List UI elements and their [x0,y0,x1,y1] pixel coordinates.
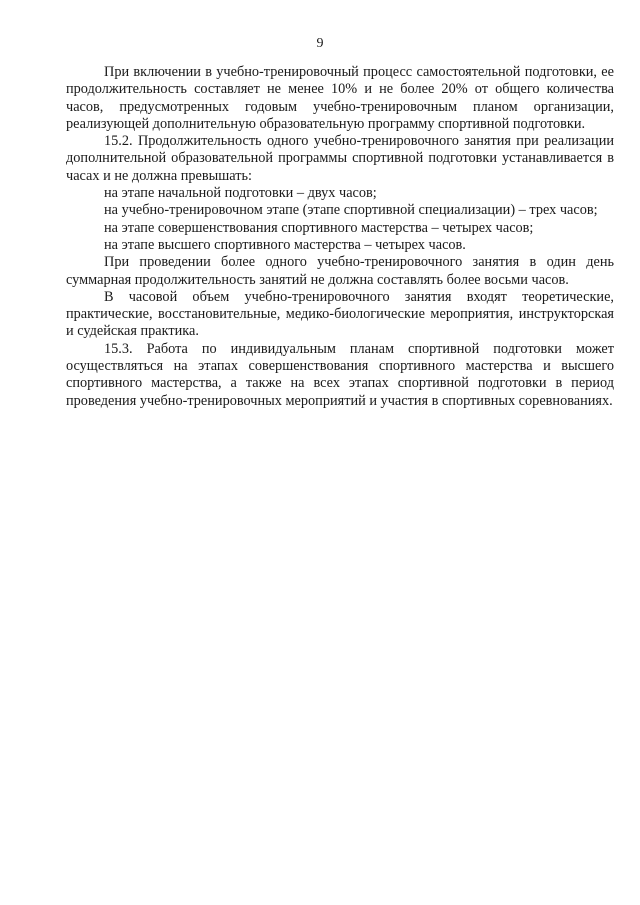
paragraph-15-3: 15.3. Работа по индивидуальным планам спортивной подготовки может осуществляться на этапах совершенствования спортивного мастерства и высшего спортивного мастерства, а также на всех этапах спортивной подготовки в период проведения учебно-тренировочных мероприятий и участия в спортивных соревнованиях. [66,340,614,409]
paragraph-15-2: 15.2. Продолжительность одного учебно-тренировочного занятия при реализации дополнительной образовательной программы спортивной подготовки устанавливается в часах и не должна превышать: [66,133,614,184]
list-item-initial-stage: на этапе начальной подготовки – двух часов; [104,185,377,202]
paragraph-multiple-sessions: При проведении более одного учебно-тренировочного занятия в один день суммарная продолжительность занятий не должна составлять более восьми часов. [66,254,614,288]
list-item-training-stage: на учебно-тренировочном этапе (этапе спортивной специализации) – трех часов; [104,202,598,219]
page-number: 9 [316,36,324,51]
paragraph-hours-content: В часовой объем учебно-тренировочного занятия входят теоретические, практические, восстановительные, медико-биологические мероприятия, инструкторская и судейская практика. [66,288,614,340]
list-item-highest-stage: на этапе высшего спортивного мастерства – четырех часов. [104,236,466,253]
list-item-improvement-stage: на этапе совершенствования спортивного мастерства – четырех часов; [104,219,534,236]
document-body [66,64,614,410]
paragraph-self-training: При включении в учебно-тренировочный процесс самостоятельной подготовки, ее продолжительность составляет не менее 10% и не более 20% от общего количества часов, предусмотренных годовым учебно-тренировочным планом организации, реализующей дополнительную образовательную программу спортивной подготовки. [66,64,614,132]
